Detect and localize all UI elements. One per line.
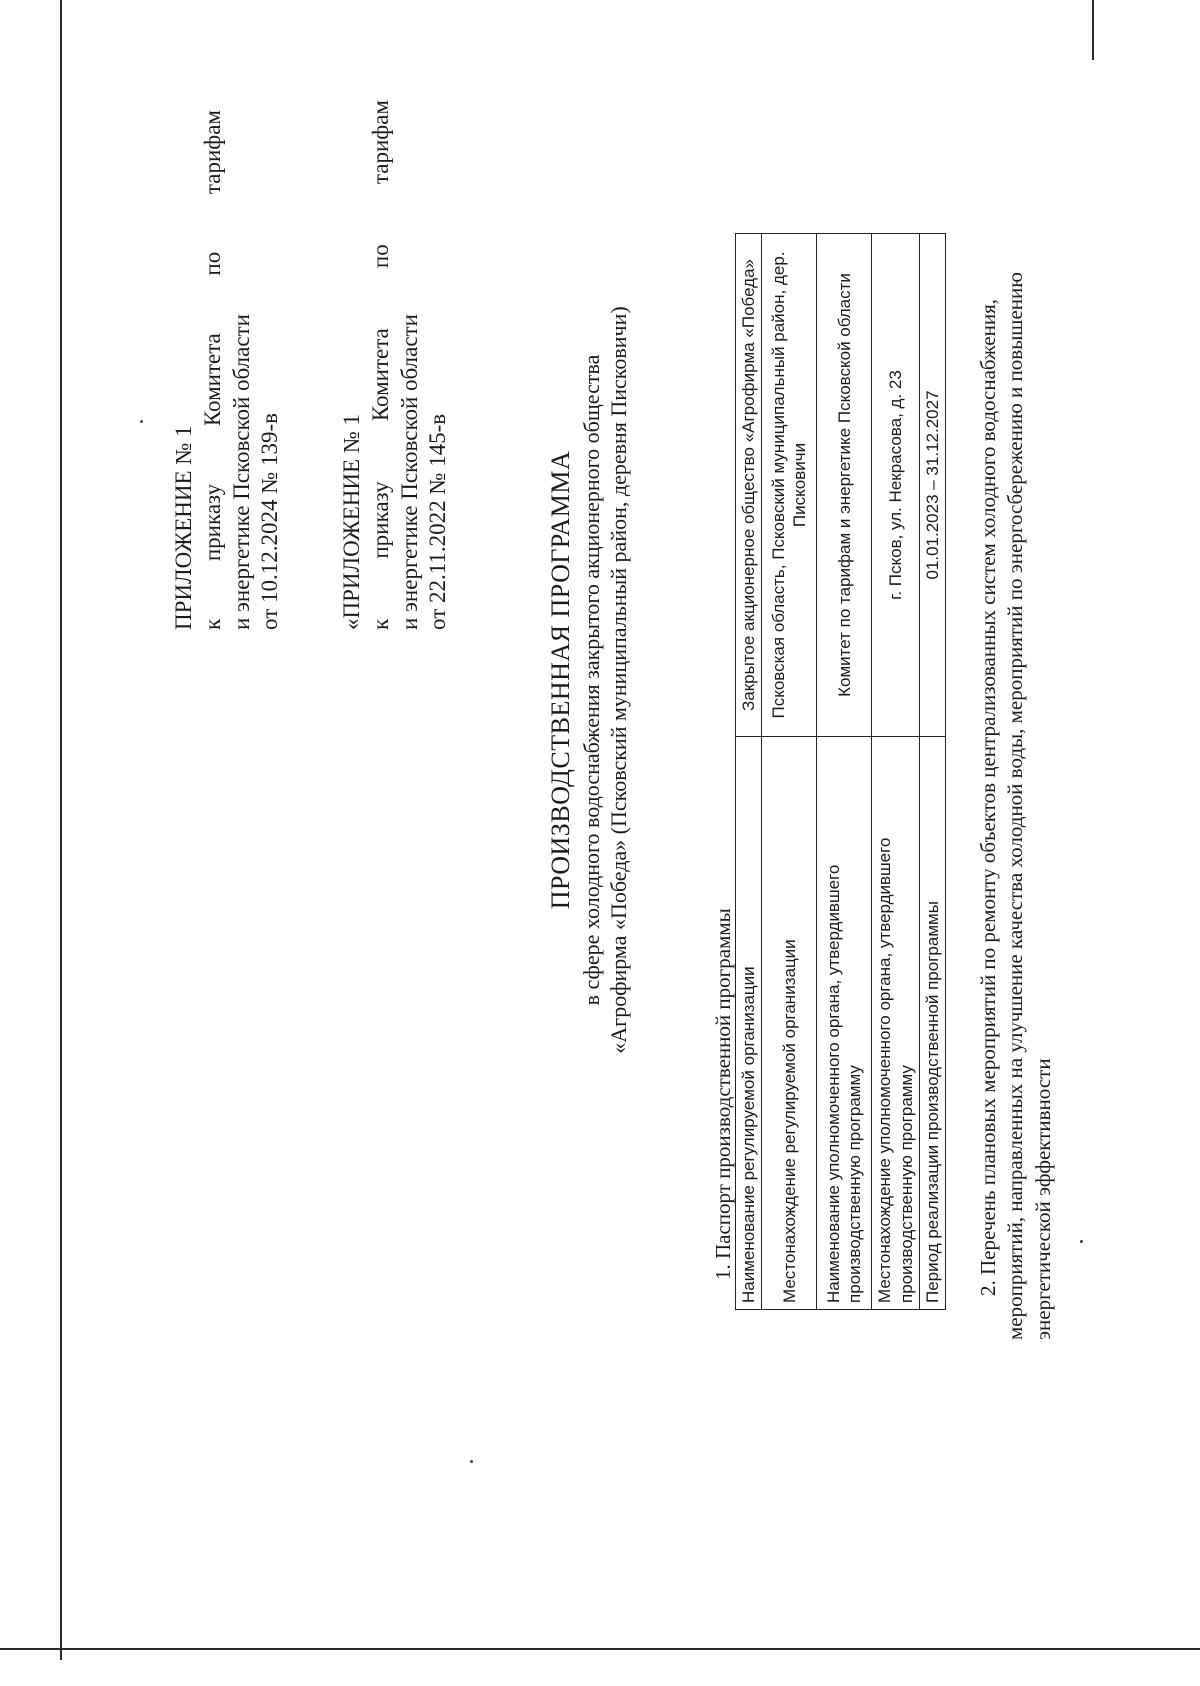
table-cell-label: Наименование регулируемой организации <box>736 737 762 1310</box>
section-2-line-1: 2. Перечень плановых мероприятий по ремонту объектов централизованных систем холодного водоснабжения, <box>976 298 1000 1296</box>
section-2-line-3: энергетической эффективности <box>1030 1058 1055 1340</box>
passport-caption: 1. Паспорт производственной программы <box>711 908 735 1280</box>
table-cell-label: Наименование уполномоченного органа, утвердившего производственную программу <box>817 737 872 1310</box>
program-title-block <box>545 280 633 1080</box>
appendix-prev-line1: к приказу Комитета по тарифам <box>367 100 393 630</box>
table-cell-value: Комитет по тарифам и энергетике Псковской области <box>817 234 872 737</box>
table-row <box>736 234 762 1310</box>
appendix-current <box>170 110 285 630</box>
passport-table <box>735 233 946 1310</box>
program-title: ПРОИЗВОДСТВЕННАЯ ПРОГРАММА <box>546 450 575 910</box>
table-cell-value: 01.01.2023 – 31.12.2027 <box>919 234 945 737</box>
table-cell-value: г. Псков, ул. Некрасова, д. 23 <box>872 234 920 737</box>
scan-border-top <box>1092 0 1094 60</box>
table-cell-value: Закрытое акционерное общество «Агрофирма «Победа» <box>736 234 762 737</box>
appendix-line3: от 10.12.2024 № 139-в <box>257 413 283 630</box>
appendix-previous <box>338 100 453 630</box>
appendix-prev-line2: и энергетике Псковской области <box>396 314 422 630</box>
appendix-prev-title: «ПРИЛОЖЕНИЕ № 1 <box>339 413 364 630</box>
section-2-text <box>975 100 1057 1340</box>
table-cell-value: Псковская область, Псковский муниципальный район, дер. Писковичи <box>762 234 817 737</box>
program-subtitle-2: «Агрофирма «Победа» (Псковский муниципальный район, деревня Писковичи) <box>606 306 631 1054</box>
table-row <box>762 234 817 1310</box>
scan-border-left <box>60 0 62 1660</box>
table-cell-label: Местонахождение регулируемой организации <box>762 737 817 1310</box>
rotated-page <box>70 80 1170 1640</box>
scan-border-bottom <box>0 1648 1200 1650</box>
table-row <box>817 234 872 1310</box>
appendix-title: ПРИЛОЖЕНИЕ № 1 <box>171 425 196 630</box>
table-cell-label: Местонахождение уполномоченного органа, утвердившего производственную программу <box>872 737 920 1310</box>
table-row <box>872 234 920 1310</box>
appendix-line1: к приказу Комитета по тарифам <box>199 110 225 630</box>
appendix-line2: и энергетике Псковской области <box>228 314 254 630</box>
table-row <box>919 234 945 1310</box>
program-subtitle-1: в сфере холодного водоснабжения закрытого акционерного общества <box>578 354 604 1006</box>
table-cell-label: Период реализации производственной программы <box>919 737 945 1310</box>
appendix-prev-line3: от 22.11.2022 № 145-в <box>425 413 451 630</box>
section-2-line-2: мероприятий, направленных на улучшение качества холодной воды, мероприятий по энергосбережению и повышению <box>1003 272 1028 1340</box>
